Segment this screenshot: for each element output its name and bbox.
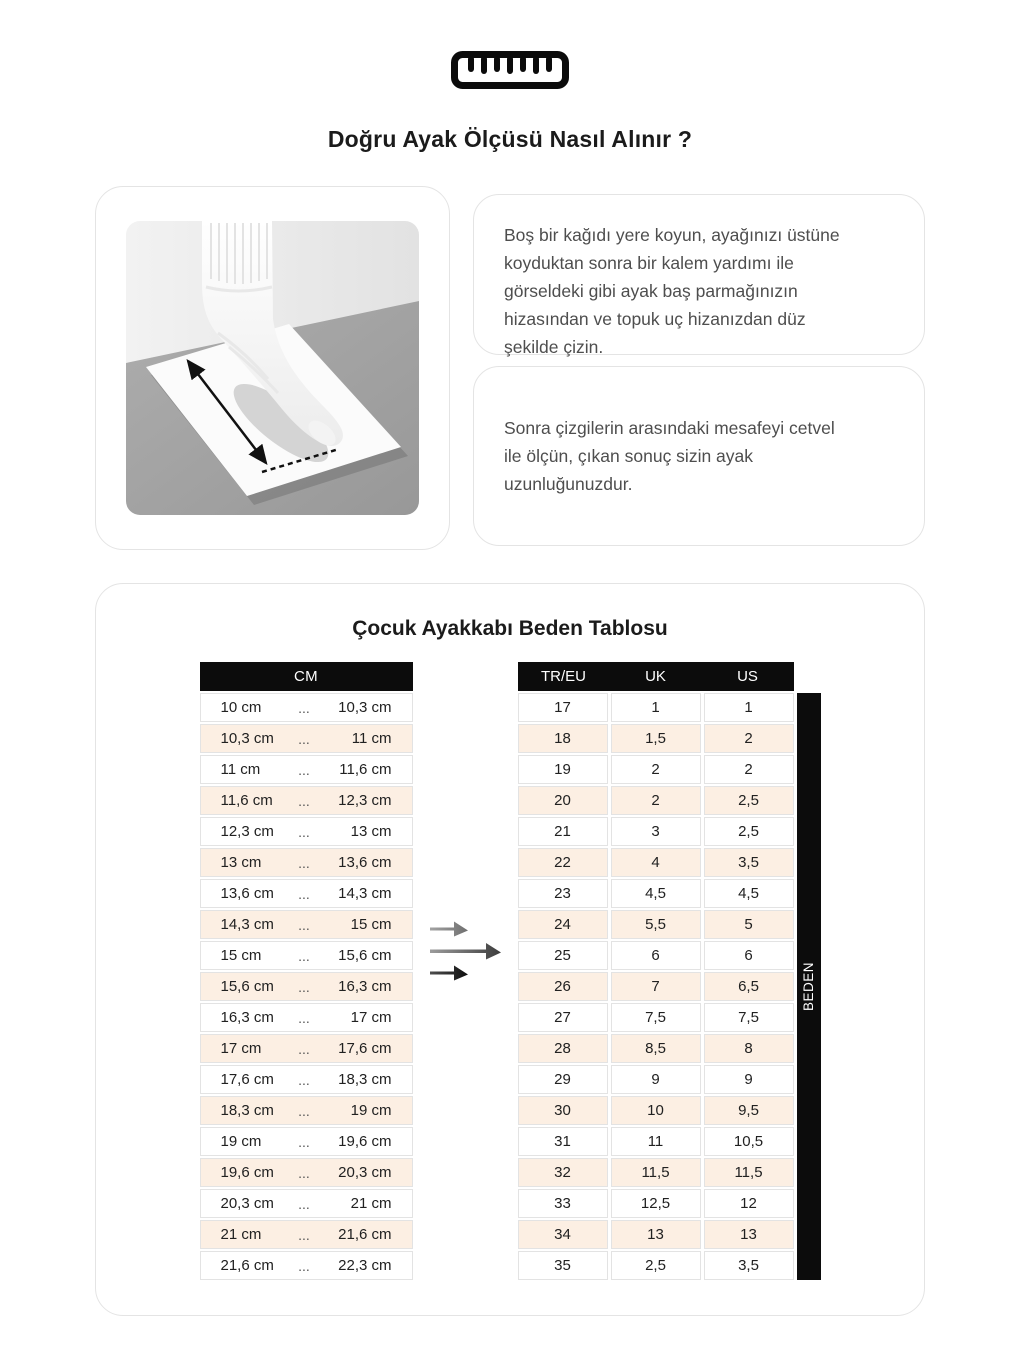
cm-value: 21,6 cm [338, 1226, 392, 1243]
cm-value: 17,6 cm [338, 1040, 392, 1057]
size-row [518, 817, 794, 846]
size-value: 8 [704, 1034, 794, 1063]
size-row [518, 724, 794, 753]
cm-value: 17 cm [220, 1040, 262, 1057]
size-value: 19 [518, 755, 608, 784]
cm-value: 14,3 cm [338, 885, 392, 902]
range-separator: ... [298, 1009, 310, 1026]
cm-range-row [200, 693, 413, 722]
cm-range-row [200, 1158, 413, 1187]
range-separator: ... [298, 1102, 310, 1119]
cm-value: 17 cm [350, 1009, 392, 1026]
size-chart-layout [96, 662, 924, 1282]
cm-range-row [200, 1065, 413, 1094]
cm-value: 20,3 cm [338, 1164, 392, 1181]
cm-range-row [200, 1127, 413, 1156]
cm-value: 15 cm [350, 916, 392, 933]
size-row [518, 972, 794, 1001]
size-row [518, 786, 794, 815]
cm-value: 14,3 cm [220, 916, 274, 933]
cm-range-row [200, 817, 413, 846]
size-value: 4,5 [611, 879, 701, 908]
range-separator: ... [298, 761, 310, 778]
cm-value: 21 cm [350, 1195, 392, 1212]
col-header-us: US [737, 668, 758, 685]
cm-range-row [200, 1220, 413, 1249]
cm-range-row [200, 755, 413, 784]
beden-side-bar [797, 693, 821, 1280]
cm-value: 11,6 cm [339, 761, 392, 778]
cm-value: 15,6 cm [220, 978, 274, 995]
cm-value: 12,3 cm [220, 823, 274, 840]
cm-value: 19 cm [220, 1133, 262, 1150]
size-value: 2 [704, 724, 794, 753]
cm-table-header: CM [200, 662, 413, 691]
size-row [518, 1003, 794, 1032]
size-value: 28 [518, 1034, 608, 1063]
size-value: 9 [704, 1065, 794, 1094]
cm-range-row [200, 879, 413, 908]
size-value: 13 [611, 1220, 701, 1249]
size-value: 7 [611, 972, 701, 1001]
size-row [518, 941, 794, 970]
cm-value: 15 cm [220, 947, 262, 964]
cm-value: 16,3 cm [220, 1009, 274, 1026]
cm-value: 11 cm [220, 761, 261, 778]
cm-value: 15,6 cm [338, 947, 392, 964]
size-value: 34 [518, 1220, 608, 1249]
size-value: 11 [611, 1127, 701, 1156]
instruction-step2-card [473, 366, 925, 546]
size-row [518, 1096, 794, 1125]
cm-value: 18,3 cm [220, 1102, 274, 1119]
size-value: 32 [518, 1158, 608, 1187]
size-row [518, 910, 794, 939]
cm-value: 10,3 cm [220, 730, 274, 747]
size-row [518, 755, 794, 784]
size-value: 2 [611, 786, 701, 815]
range-separator: ... [298, 823, 310, 840]
size-value: 23 [518, 879, 608, 908]
size-value: 7,5 [611, 1003, 701, 1032]
instructions-section [95, 186, 925, 550]
size-value: 2 [611, 755, 701, 784]
size-row [518, 1158, 794, 1187]
size-value: 10,5 [704, 1127, 794, 1156]
size-value: 2,5 [611, 1251, 701, 1280]
range-separator: ... [298, 699, 310, 716]
col-header-uk: UK [645, 668, 666, 685]
cm-value: 11,6 cm [220, 792, 273, 809]
size-row [518, 848, 794, 877]
range-separator: ... [298, 978, 310, 995]
foot-measurement-photo [126, 221, 419, 515]
size-value: 21 [518, 817, 608, 846]
range-separator: ... [298, 947, 310, 964]
size-table [518, 662, 816, 1282]
size-row [518, 693, 794, 722]
range-separator: ... [298, 1133, 310, 1150]
size-value: 27 [518, 1003, 608, 1032]
size-row [518, 1034, 794, 1063]
size-value: 18 [518, 724, 608, 753]
size-value: 10 [611, 1096, 701, 1125]
header-icon-wrap [0, 0, 1020, 90]
size-value: 4,5 [704, 879, 794, 908]
cm-range-row [200, 1096, 413, 1125]
cm-table [200, 662, 413, 1282]
size-value: 29 [518, 1065, 608, 1094]
range-separator: ... [298, 730, 310, 747]
size-chart-title: Çocuk Ayakkabı Beden Tablosu [352, 617, 668, 640]
range-separator: ... [298, 1257, 310, 1274]
size-value: 24 [518, 910, 608, 939]
range-separator: ... [298, 792, 310, 809]
size-value: 20 [518, 786, 608, 815]
instruction-step1-text: Boş bir kağıdı yere koyun, ayağınızı üstüne koyduktan sonra bir kalem yardımı ile görseldeki gibi ayak baş parmağınızın hizasından ve topuk uç hizanızdan düz şekilde çizin. [504, 225, 840, 357]
size-value: 3 [611, 817, 701, 846]
cm-value: 13 cm [350, 823, 392, 840]
instruction-step2-text: Sonra çizgilerin arasındaki mesafeyi cetvel ile ölçün, çıkan sonuç sizin ayak uzunluğunuzdur. [504, 418, 835, 494]
foot-photo-illustration [126, 221, 419, 515]
ruler-icon [450, 50, 570, 90]
cm-range-row [200, 1034, 413, 1063]
cm-value: 12,3 cm [338, 792, 392, 809]
size-value: 6 [611, 941, 701, 970]
size-table-header [518, 662, 794, 691]
size-value: 22 [518, 848, 608, 877]
cm-range-row [200, 972, 413, 1001]
range-separator: ... [298, 1226, 310, 1243]
size-value: 12,5 [611, 1189, 701, 1218]
size-value: 11,5 [704, 1158, 794, 1187]
cm-range-row [200, 1251, 413, 1280]
size-value: 25 [518, 941, 608, 970]
cm-value: 11 cm [351, 730, 392, 747]
cm-range-row [200, 1189, 413, 1218]
range-separator: ... [298, 885, 310, 902]
cm-value: 13 cm [220, 854, 262, 871]
range-separator: ... [298, 1040, 310, 1057]
cm-value: 20,3 cm [220, 1195, 274, 1212]
size-value: 11,5 [611, 1158, 701, 1187]
cm-value: 13,6 cm [338, 854, 392, 871]
cm-range-row [200, 786, 413, 815]
size-row [518, 879, 794, 908]
instruction-cards [473, 194, 925, 550]
size-value: 17 [518, 693, 608, 722]
size-value: 30 [518, 1096, 608, 1125]
range-separator: ... [298, 1071, 310, 1088]
page-title: Doğru Ayak Ölçüsü Nasıl Alınır ? [327, 126, 693, 152]
size-value: 2,5 [704, 786, 794, 815]
cm-value: 10 cm [220, 699, 262, 716]
size-value: 1 [611, 693, 701, 722]
size-value: 6,5 [704, 972, 794, 1001]
cm-table-rows [200, 693, 413, 1280]
size-value: 3,5 [704, 848, 794, 877]
cm-value: 22,3 cm [338, 1257, 392, 1274]
cm-value: 19,6 cm [220, 1164, 274, 1181]
size-value: 12 [704, 1189, 794, 1218]
cm-value: 19 cm [350, 1102, 392, 1119]
size-value: 5,5 [611, 910, 701, 939]
cm-range-row [200, 848, 413, 877]
cm-value: 10,3 cm [338, 699, 392, 716]
size-table-rows [518, 693, 794, 1280]
size-value: 35 [518, 1251, 608, 1280]
cm-value: 21,6 cm [220, 1257, 274, 1274]
cm-value: 19,6 cm [338, 1133, 392, 1150]
size-row [518, 1065, 794, 1094]
size-value: 9 [611, 1065, 701, 1094]
size-row [518, 1220, 794, 1249]
size-value: 1 [704, 693, 794, 722]
col-header-treu: TR/EU [541, 668, 586, 685]
size-row [518, 1127, 794, 1156]
size-row [518, 1189, 794, 1218]
transfer-arrows [430, 919, 501, 990]
beden-side-label: BEDEN [801, 961, 816, 1011]
cm-value: 16,3 cm [338, 978, 392, 995]
range-separator: ... [298, 1195, 310, 1212]
size-value: 9,5 [704, 1096, 794, 1125]
size-value: 6 [704, 941, 794, 970]
size-value: 8,5 [611, 1034, 701, 1063]
cm-range-row [200, 724, 413, 753]
cm-range-row [200, 910, 413, 939]
size-value: 5 [704, 910, 794, 939]
arrow-right-icon [430, 919, 501, 985]
cm-value: 13,6 cm [220, 885, 274, 902]
cm-value: 17,6 cm [220, 1071, 274, 1088]
range-separator: ... [298, 1164, 310, 1181]
size-value: 26 [518, 972, 608, 1001]
size-value: 2,5 [704, 817, 794, 846]
cm-value: 21 cm [220, 1226, 262, 1243]
size-chart-card [95, 583, 925, 1316]
cm-range-row [200, 1003, 413, 1032]
size-value: 13 [704, 1220, 794, 1249]
size-value: 33 [518, 1189, 608, 1218]
size-value: 2 [704, 755, 794, 784]
instruction-step1-card [473, 194, 925, 355]
photo-card [95, 186, 450, 550]
size-row [518, 1251, 794, 1280]
size-value: 7,5 [704, 1003, 794, 1032]
size-value: 4 [611, 848, 701, 877]
range-separator: ... [298, 854, 310, 871]
size-value: 1,5 [611, 724, 701, 753]
size-value: 3,5 [704, 1251, 794, 1280]
range-separator: ... [298, 916, 310, 933]
cm-range-row [200, 941, 413, 970]
cm-value: 18,3 cm [338, 1071, 392, 1088]
size-value: 31 [518, 1127, 608, 1156]
